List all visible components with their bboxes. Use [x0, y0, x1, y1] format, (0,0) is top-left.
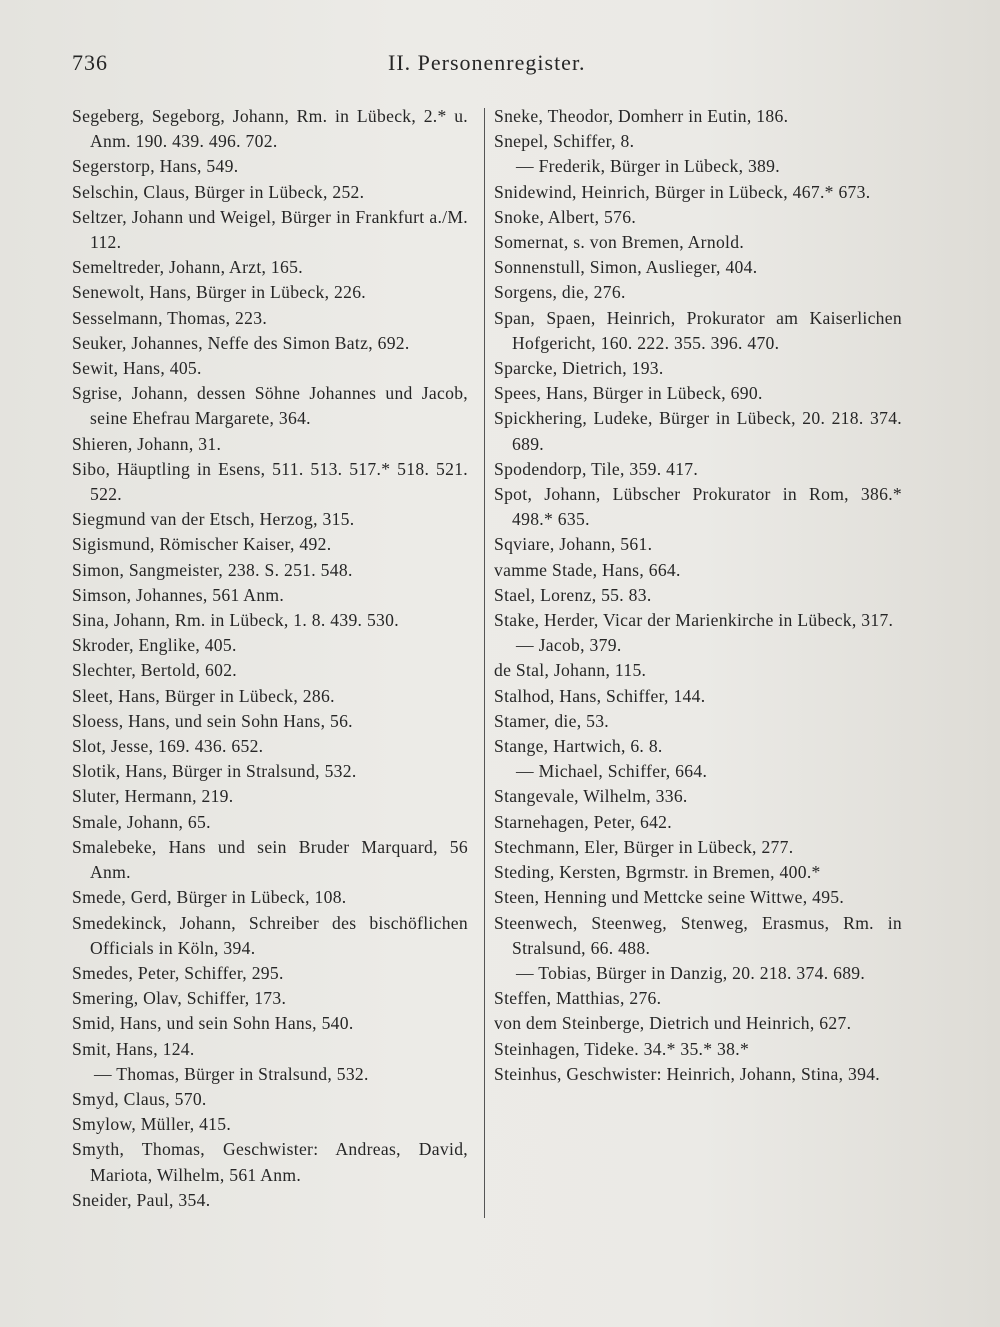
index-entry: Smalebeke, Hans und sein Bruder Marquard, 56 Anm. [72, 836, 468, 883]
index-entry: Steding, Kersten, Bgrmstr. in Bremen, 400.* [494, 862, 821, 883]
index-entry: Spot, Johann, Lübscher Prokurator in Rom, 386.* 498.* 635. [494, 484, 902, 530]
index-entry: Smid, Hans, und sein Sohn Hans, 540. [72, 1013, 354, 1034]
index-entry: Sibo, Häuptling in Esens, 511. 513. 517.* 518. 521. 522. [72, 458, 468, 505]
index-entry: Sneider, Paul, 354. [72, 1189, 211, 1210]
index-entry: Selschin, Claus, Bürger in Lübeck, 252. [72, 181, 365, 202]
index-entry: Smyth, Thomas, Geschwister: Andreas, David, Mariota, Wilhelm, 561 Anm. [72, 1139, 468, 1185]
index-entry: Stael, Lorenz, 55. 83. [494, 584, 652, 605]
right-column [494, 104, 902, 1087]
index-entry: Slechter, Bertold, 602. [72, 660, 237, 681]
column-divider [484, 108, 485, 1218]
index-entry: Segeberg, Segeborg, Johann, Rm. in Lübeck, 2.* u. Anm. 190. 439. 496. 702. [72, 106, 468, 152]
index-entry: — Frederik, Bürger in Lübeck, 389. [516, 156, 780, 177]
index-entry: Segerstorp, Hans, 549. [72, 156, 239, 177]
index-entry: Sgrise, Johann, dessen Söhne Johannes und Jacob, seine Ehefrau Margarete, 364. [72, 383, 468, 429]
index-entry: Sewit, Hans, 405. [72, 358, 202, 379]
running-title: II. Personenregister. [388, 50, 586, 75]
index-entry: Sesselmann, Thomas, 223. [72, 307, 268, 328]
index-entry: Sina, Johann, Rm. in Lübeck, 1. 8. 439. 530. [72, 610, 399, 631]
index-entry: Stalhod, Hans, Schiffer, 144. [494, 685, 706, 706]
index-entry: Smit, Hans, 124. [72, 1038, 195, 1059]
index-entry: vamme Stade, Hans, 664. [494, 559, 681, 580]
index-entry: Steenwech, Steenweg, Stenweg, Erasmus, Rm. in Stralsund, 66. 488. [494, 912, 902, 958]
index-entry: Siegmund van der Etsch, Herzog, 315. [72, 509, 355, 530]
index-entry: Steinhus, Geschwister: Heinrich, Johann, Stina, 394. [494, 1063, 880, 1084]
page-number: 736 [72, 50, 108, 75]
index-entry: Smylow, Müller, 415. [72, 1114, 232, 1135]
index-entry: Spees, Hans, Bürger in Lübeck, 690. [494, 383, 763, 404]
index-entry: Sqviare, Johann, 561. [494, 534, 653, 555]
index-entry: Snoke, Albert, 576. [494, 206, 637, 227]
index-entry: Spodendorp, Tile, 359. 417. [494, 458, 699, 479]
index-entry: von dem Steinberge, Dietrich und Heinrich, 627. [494, 1013, 852, 1034]
index-entry: — Tobias, Bürger in Danzig, 20. 218. 374. 689. [516, 962, 866, 983]
index-entry: Stake, Herder, Vicar der Marienkirche in Lübeck, 317. [494, 610, 894, 631]
index-entry: Smedes, Peter, Schiffer, 295. [72, 962, 284, 983]
left-column [72, 104, 468, 1213]
index-entry: Steinhagen, Tideke. 34.* 35.* 38.* [494, 1038, 750, 1059]
index-entry: Sonnenstull, Simon, Auslieger, 404. [494, 257, 758, 278]
index-entry: — Michael, Schiffer, 664. [516, 761, 708, 782]
index-entry: Slotik, Hans, Bürger in Stralsund, 532. [72, 761, 357, 782]
index-entry: Senewolt, Hans, Bürger in Lübeck, 226. [72, 282, 366, 303]
index-entry: Sleet, Hans, Bürger in Lübeck, 286. [72, 685, 335, 706]
index-entry: Skroder, Englike, 405. [72, 635, 237, 656]
index-entry: Steffen, Matthias, 276. [494, 988, 662, 1009]
index-entry: Stange, Hartwich, 6. 8. [494, 736, 663, 757]
index-entry: Shieren, Johann, 31. [72, 433, 222, 454]
index-entry: Simon, Sangmeister, 238. S. 251. 548. [72, 559, 353, 580]
index-entry: Sparcke, Dietrich, 193. [494, 358, 664, 379]
index-entry: Smering, Olav, Schiffer, 173. [72, 988, 287, 1009]
index-entry: Snepel, Schiffer, 8. [494, 131, 635, 152]
index-entry: Sluter, Hermann, 219. [72, 786, 234, 807]
index-entry: Seltzer, Johann und Weigel, Bürger in Frankfurt a./M. 112. [72, 206, 468, 253]
index-entry: Slot, Jesse, 169. 436. 652. [72, 736, 264, 757]
index-entry: Spickhering, Ludeke, Bürger in Lübeck, 20. 218. 374. 689. [494, 408, 902, 454]
index-entry: Sigismund, Römischer Kaiser, 492. [72, 534, 332, 555]
index-entry: Simson, Johannes, 561 Anm. [72, 584, 285, 605]
index-entry: Smale, Johann, 65. [72, 811, 211, 832]
index-entry: Semeltreder, Johann, Arzt, 165. [72, 257, 303, 278]
index-entry: Snidewind, Heinrich, Bürger in Lübeck, 467.* 673. [494, 181, 871, 202]
index-entry: de Stal, Johann, 115. [494, 660, 647, 681]
index-entry: Seuker, Johannes, Neffe des Simon Batz, 692. [72, 332, 410, 353]
index-entry: Smede, Gerd, Bürger in Lübeck, 108. [72, 887, 347, 908]
index-entry: Smedekinck, Johann, Schreiber des bischöflichen Officials in Köln, 394. [72, 912, 468, 958]
index-entry: Starnehagen, Peter, 642. [494, 811, 672, 832]
index-entry: Stangevale, Wilhelm, 336. [494, 786, 688, 807]
index-entry: Steen, Henning und Mettcke seine Wittwe, 495. [494, 887, 845, 908]
index-entry: Stamer, die, 53. [494, 710, 610, 731]
index-entry: — Jacob, 379. [516, 635, 622, 656]
index-entry: — Thomas, Bürger in Stralsund, 532. [94, 1063, 369, 1084]
page-header [72, 44, 932, 84]
index-entry: Span, Spaen, Heinrich, Prokurator am Kaiserlichen Hofgericht, 160. 222. 355. 396. 470. [494, 307, 902, 353]
index-entry: Sloess, Hans, und sein Sohn Hans, 56. [72, 710, 353, 731]
index-entry: Sorgens, die, 276. [494, 282, 626, 303]
index-entry: Stechmann, Eler, Bürger in Lübeck, 277. [494, 836, 794, 857]
index-entry: Smyd, Claus, 570. [72, 1088, 207, 1109]
index-entry: Sneke, Theodor, Domherr in Eutin, 186. [494, 106, 789, 126]
index-entry: Somernat, s. von Bremen, Arnold. [494, 232, 745, 253]
